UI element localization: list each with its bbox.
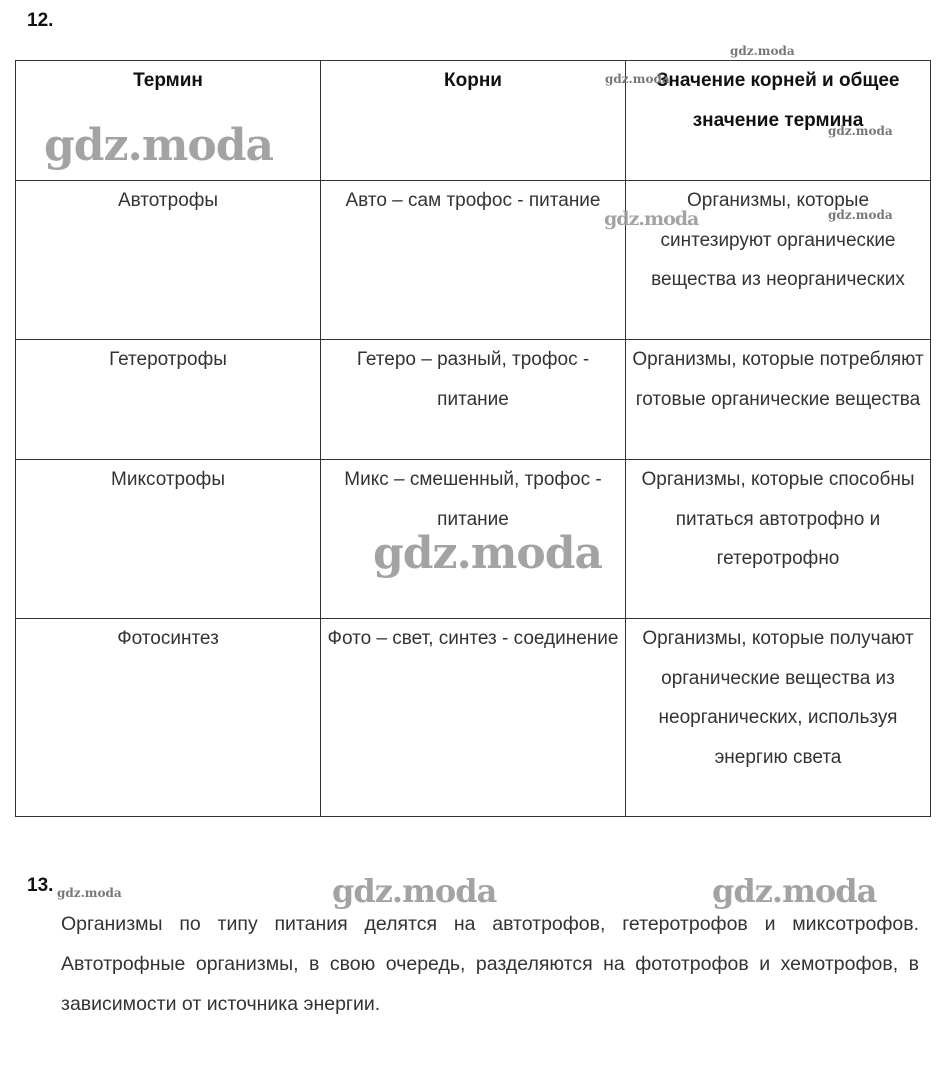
terms-table (15, 60, 931, 817)
roots-cell: Микс – смешенный, трофос - питание (321, 460, 626, 619)
watermark: gdz.moda (44, 120, 274, 171)
watermark: gdz.moda (604, 208, 699, 230)
term-cell: Гетеротрофы (16, 340, 321, 460)
watermark: gdz.moda (730, 44, 795, 58)
meaning-cell: Организмы, которые потребляют готовые органические вещества (626, 340, 931, 460)
term-cell: Автотрофы (16, 181, 321, 340)
watermark: gdz.moda (605, 72, 670, 86)
roots-cell: Фото – свет, синтез - соединение (321, 619, 626, 817)
table-row (16, 340, 931, 460)
meaning-cell: Организмы, которые получают органические вещества из неорганических, используя энергию света (626, 619, 931, 817)
watermark: gdz.moda (828, 208, 893, 222)
table-row (16, 181, 931, 340)
term-cell: Миксотрофы (16, 460, 321, 619)
header-roots: Корни (321, 61, 626, 181)
header-meaning: Значение корней и общее значение термина (626, 61, 931, 181)
watermark: gdz.moda (332, 872, 497, 910)
watermark: gdz.moda (373, 528, 603, 579)
table-row (16, 619, 931, 817)
watermark: gdz.moda (828, 124, 893, 138)
header-term: Термин (16, 61, 321, 181)
meaning-cell: Организмы, которые синтезируют органические вещества из неорганических (626, 181, 931, 340)
meaning-cell: Организмы, которые способны питаться автотрофно и гетеротрофно (626, 460, 931, 619)
task-13-answer: Организмы по типу питания делятся на автотрофов, гетеротрофов и миксотрофов. Автотрофные организмы, в свою очередь, разделяются на фототрофов и хемотрофов, в зависимости от источника энергии. (61, 913, 919, 1015)
task-12-number: 12. (27, 10, 54, 31)
roots-cell: Гетеро – разный, трофос - питание (321, 340, 626, 460)
term-cell: Фотосинтез (16, 619, 321, 817)
task-13-number: 13. (27, 875, 54, 896)
roots-cell: Авто – сам трофос - питание (321, 181, 626, 340)
watermark: gdz.moda (57, 886, 122, 900)
watermark: gdz.moda (712, 872, 877, 910)
